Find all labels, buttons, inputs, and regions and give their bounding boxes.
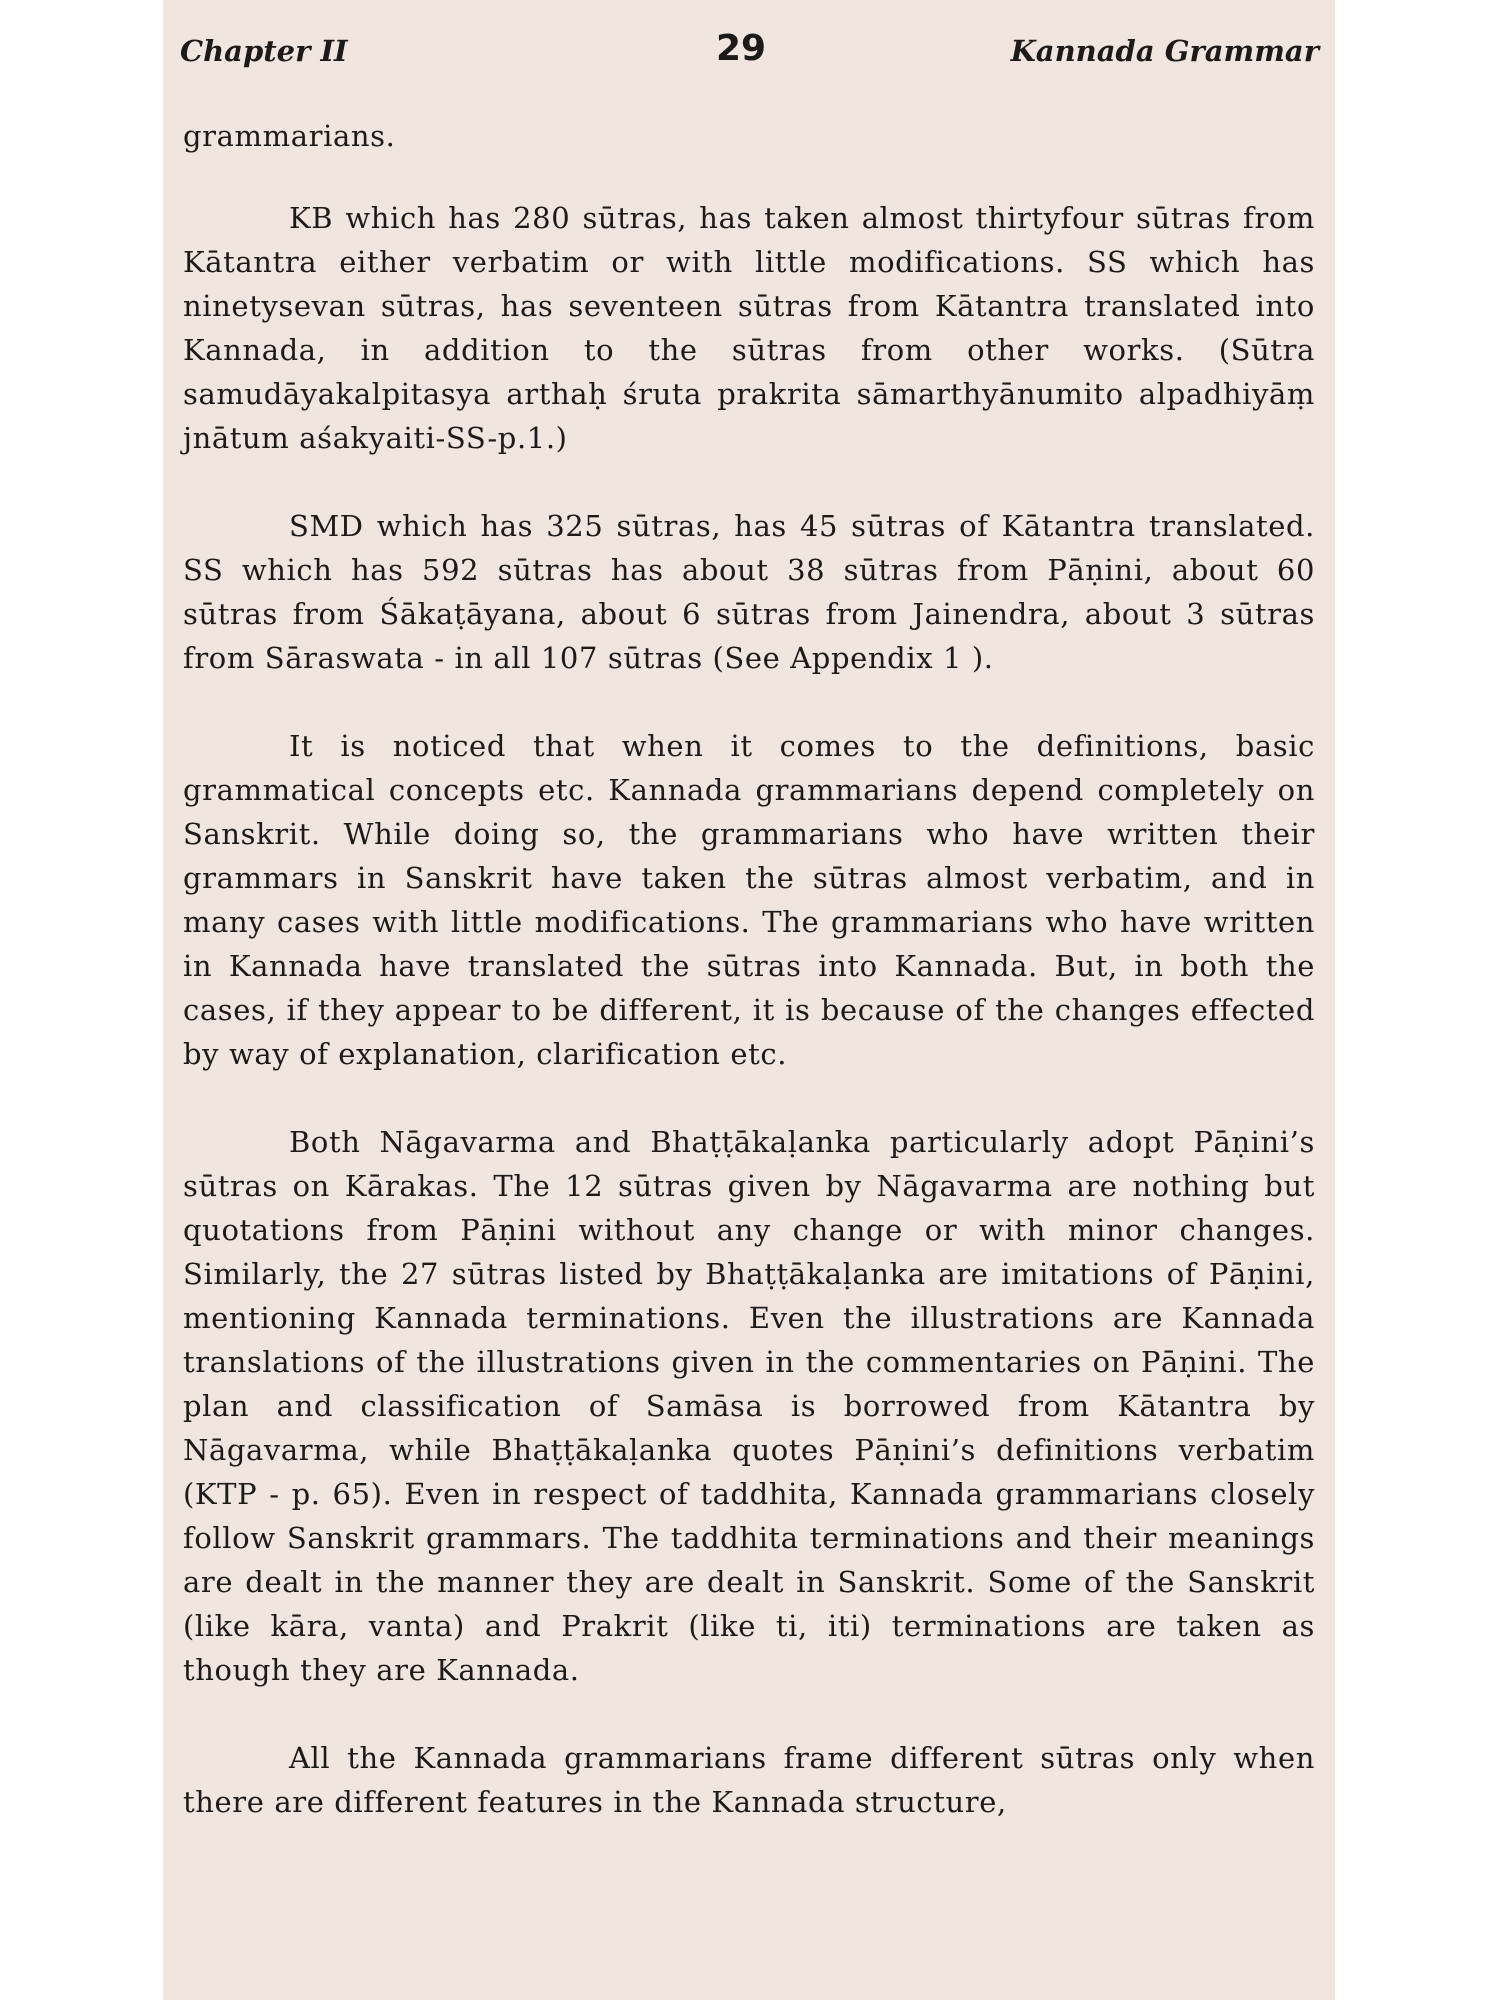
paragraph-definitions: It is noticed that when it comes to the definitions, basic grammatical concepts etc. Kannada grammarians depend completely on Sanskrit. While doing so, the grammarians who have written their grammars in Sanskrit have taken the sūtras almost verbatim, and in many cases with little modifications. The grammarians who have written in Kannada have translated the sūtras into Kannada. But, in both the cases, if they appear to be different, it is because of the changes effected by way of explanation, clarification etc. — [183, 729, 1315, 1071]
chapter-label: Chapter II — [180, 34, 348, 68]
paragraph-karakas: Both Nāgavarma and Bhaṭṭākaḷanka particularly adopt Pāṇini’s sūtras on Kārakas. The 12 sūtras given by Nāgavarma are nothing but quotations from Pāṇini without any change or with minor changes. Similarly, the 27 sūtras listed by Bhaṭṭākaḷanka are imitations of Pāṇini, mentioning Kannada terminations. Even the illustrations are Kannada translations of the illustrations given in the commentaries on Pāṇini. The plan and classification of Samāsa is borrowed from Kātantra by Nāgavarma, while Bhaṭṭākaḷanka quotes Pāṇini’s definitions verbatim (KTP - p. 65). Even in respect of taddhita, Kannada grammarians closely follow Sanskrit grammars. The taddhita terminations and their meanings are dealt in the manner they are dealt in Sanskrit. Some of the Sanskrit (like kāra, vanta) and Prakrit (like ti, iti) terminations are taken as though they are Kannada. — [183, 1125, 1315, 1687]
page-header — [180, 28, 1319, 78]
paragraph-smd-sutras: SMD which has 325 sūtras, has 45 sūtras of Kātantra translated. SS which has 592 sūtras has about 38 sūtras from Pāṇini, about 60 sūtras from Śākaṭāyana, about 6 sūtras from Jainendra, about 3 sūtras from Sāraswata - in all 107 sūtras (See Appendix 1 ). — [183, 509, 1315, 675]
page-number: 29 — [716, 28, 767, 69]
paragraph-kb-sutras: KB which has 280 sūtras, has taken almost thirtyfour sūtras from Kātantra either verbatim or with little modifications. SS which has ninetysevan sūtras, has seventeen sūtras from Kātantra translated into Kannada, in addition to the sūtras from other works. (Sūtra samudāyakalpitasya arthaḥ śruta prakrita sāmarthyānumito alpadhiyāṃ jnātum aśakyaiti-SS-p.1.) — [183, 201, 1315, 455]
paragraph-continuation: grammarians. — [183, 119, 396, 153]
book-page — [163, 0, 1335, 2000]
book-title: Kannada Grammar — [1010, 34, 1319, 68]
page-body — [183, 114, 1315, 1868]
paragraph-different-sutras: All the Kannada grammarians frame different sūtras only when there are different features in the Kannada structure, — [183, 1741, 1315, 1819]
